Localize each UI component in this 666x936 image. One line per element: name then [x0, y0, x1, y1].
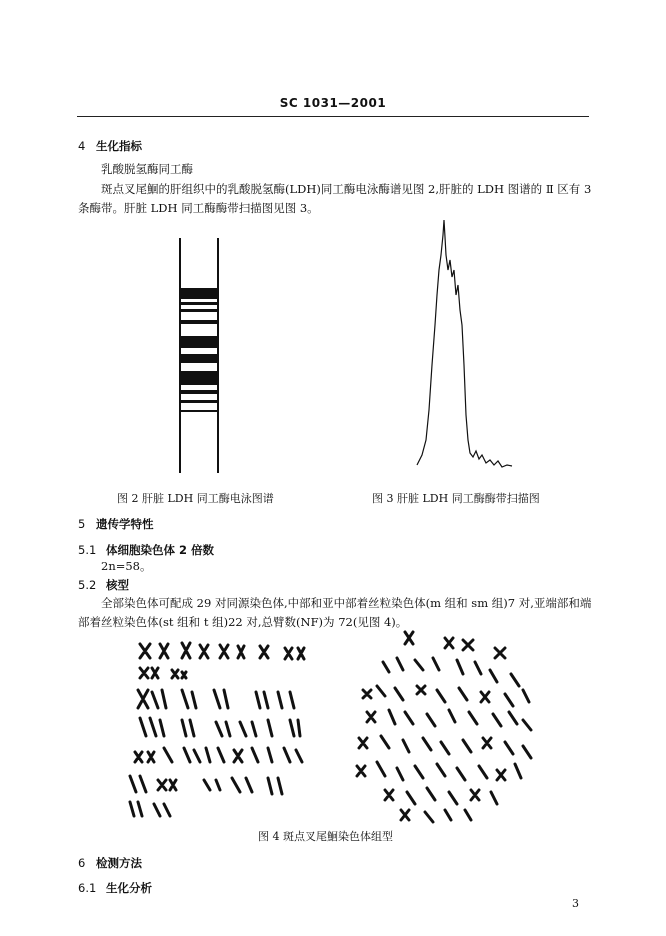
section-number: 6.1	[78, 881, 97, 895]
section-title: 生化指标	[96, 139, 142, 153]
header-rule	[77, 116, 589, 117]
figure-4-karyotype-arrangement	[120, 640, 330, 820]
standard-code-header: SC 1031—2001	[279, 96, 387, 110]
section-4-paragraph-line1: 斑点叉尾鮰的肝组织中的乳酸脱氢酶(LDH)同工酶电泳酶谱见图 2,肝脏的 LDH 图谱的 Ⅱ 区有 3	[101, 182, 592, 196]
section-5-2-paragraph-line2: 部着丝粒染色体(st 组和 t 组)22 对,总臂数(NF)为 72(见图 4)。	[78, 615, 408, 629]
section-6-1-heading	[78, 880, 152, 896]
section-4-subheading: 乳酸脱氢酶同工酶	[101, 162, 193, 176]
section-number: 5.2	[78, 578, 97, 592]
section-title: 体细胞染色体 2 倍数	[106, 543, 215, 557]
section-title: 核型	[106, 578, 129, 592]
section-title: 检测方法	[96, 856, 142, 870]
section-number: 5	[78, 517, 86, 531]
figure-2-caption: 图 2 肝脏 LDH 同工酶电泳图谱	[117, 492, 274, 505]
section-5-1-heading	[78, 542, 214, 558]
section-6-heading	[78, 855, 142, 871]
section-4-heading	[78, 138, 142, 154]
section-title: 遗传学特性	[96, 517, 154, 531]
diploid-number: 2n=58。	[101, 559, 152, 573]
section-number: 4	[78, 139, 86, 153]
page-number: 3	[572, 897, 579, 910]
section-number: 5.1	[78, 543, 97, 557]
section-5-heading	[78, 516, 154, 532]
figure-4-metaphase-spread	[345, 630, 545, 825]
section-5-2-paragraph-line1: 全部染色体可配成 29 对同源染色体,中部和亚中部着丝粒染色体(m 组和 sm 组)7 对,亚端部和端	[101, 596, 592, 610]
figure-3-caption: 图 3 肝脏 LDH 同工酶酶带扫描图	[372, 492, 540, 505]
figure-2-gel-diagram	[176, 238, 226, 478]
figure-4-caption: 图 4 斑点叉尾鮰染色体组型	[258, 830, 393, 843]
section-title: 生化分析	[106, 881, 152, 895]
section-number: 6	[78, 856, 86, 870]
figure-3-scan-curve	[412, 215, 522, 475]
section-4-paragraph-line2: 条酶带。肝脏 LDH 同工酶酶带扫描图见图 3。	[78, 201, 319, 215]
section-5-2-heading	[78, 577, 129, 593]
